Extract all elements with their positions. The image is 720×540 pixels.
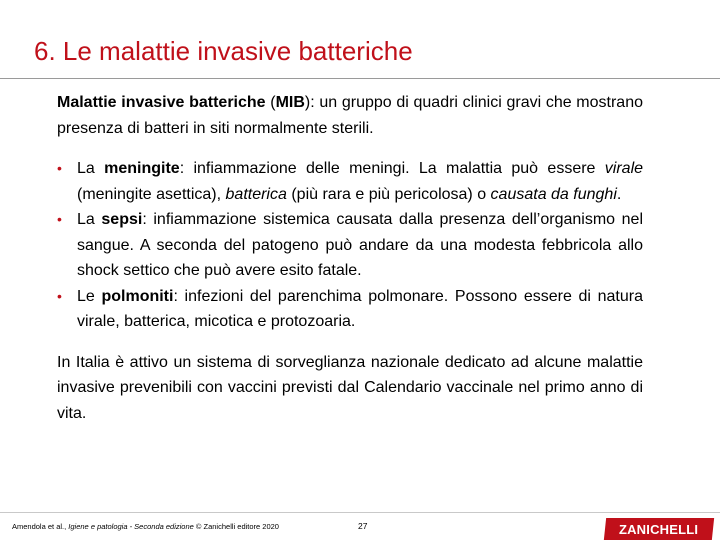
bullet-text: : infezioni del parenchima polmonare. Possono essere di natura virale, batterica, micotica e protozoaria. xyxy=(77,287,643,330)
citation-publisher: © Zanichelli editore 2020 xyxy=(193,522,279,531)
logo-text: ZANICHELLI xyxy=(619,521,699,537)
bullet-dot-icon: • xyxy=(57,160,62,176)
bullet-item-polmoniti xyxy=(57,284,643,335)
bullet-italic: batterica xyxy=(225,185,287,203)
bullet-pre: Le xyxy=(77,287,102,305)
intro-acronym: MIB xyxy=(275,94,305,111)
bullet-pre: La xyxy=(77,211,102,228)
slide-content xyxy=(57,90,643,426)
footer-citation xyxy=(12,522,279,531)
bullet-text: : infiammazione sistemica causata dalla presenza dell’organismo nel sangue. A seconda del patogeno può andare da una modesta febbricola allo shock settico che può avere esito fatale. xyxy=(77,211,643,279)
bullet-italic: causata da funghi xyxy=(490,185,617,203)
bullet-italic: virale xyxy=(604,160,644,177)
bullet-term: polmoniti xyxy=(101,287,174,305)
bullet-term: meningite xyxy=(104,160,180,177)
bullet-dot-icon: • xyxy=(57,287,62,304)
bullet-text: : infiammazione delle meningi. La malattia può essere xyxy=(179,160,605,177)
intro-paragraph xyxy=(57,90,643,141)
bullet-dot-icon: • xyxy=(57,211,62,227)
citation-authors: Amendola et al., xyxy=(12,522,69,531)
bullet-list xyxy=(57,156,643,335)
intro-text: ): un gruppo di quadri clinici gravi che mostrano presenza di batteri in siti normalmente sterili. xyxy=(57,94,644,137)
bullet-text: (più rara e più pericolosa) o xyxy=(286,185,491,203)
bullet-item-sepsi xyxy=(57,207,643,284)
bullet-text: (meningite asettica), xyxy=(77,185,226,203)
slide-title: 6. Le malattie invasive batteriche xyxy=(34,36,413,66)
bullet-pre: La xyxy=(77,160,105,177)
bullet-item-meningite xyxy=(57,156,643,207)
bullet-text: . xyxy=(616,185,622,203)
title-divider xyxy=(0,78,720,79)
intro-term: Malattie invasive batteriche xyxy=(57,94,266,111)
bullet-term: sepsi xyxy=(101,211,143,228)
footer-divider xyxy=(0,512,720,513)
zanichelli-logo xyxy=(604,518,714,540)
closing-paragraph: In Italia è attivo un sistema di sorveglianza nazionale dedicato ad alcune malattie invasive prevenibili con vaccini previsti dal Calendario vaccinale nel primo anno di vita. xyxy=(57,353,643,422)
citation-book-title: Igiene e patologia - Seconda edizione xyxy=(68,522,194,531)
page-number: 27 xyxy=(358,521,368,531)
intro-open-paren: ( xyxy=(265,94,276,111)
